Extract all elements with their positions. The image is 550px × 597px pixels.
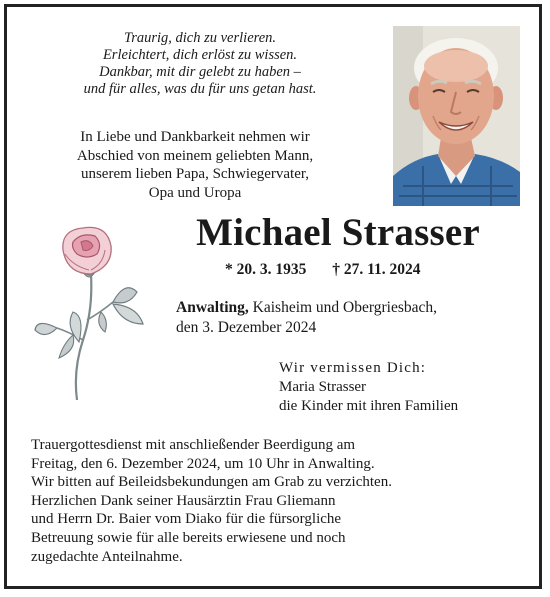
mourners-heading: Wir vermissen Dich: (279, 360, 427, 376)
poem-line: Dankbar, mit dir gelebt zu haben – (99, 64, 301, 80)
farewell-intro (30, 128, 360, 202)
portrait-photo (393, 26, 520, 206)
closing-line: Freitag, den 6. Dezember 2024, um 10 Uhr in Anwalting. (31, 455, 375, 472)
intro-line: In Liebe und Dankbarkeit nehmen wir (80, 129, 310, 145)
poem-line: Traurig, dich zu verlieren. (123, 30, 277, 46)
service-information (31, 436, 521, 566)
closing-line: zugedachte Anteilnahme. (31, 548, 183, 565)
rose-illustration (33, 220, 148, 405)
intro-line: unserem lieben Papa, Schwiegervater, (80, 166, 310, 182)
place-and-date (176, 298, 526, 338)
place-line (176, 298, 526, 318)
mourner-line: Maria Strasser (279, 379, 367, 395)
intro-line: Opa und Uropa (148, 184, 242, 201)
closing-line: und Herrn Dr. Baier vom Diako für die fürsorgliche (31, 511, 342, 528)
place-town: Anwalting, (176, 299, 249, 316)
mourner-line: die Kinder mit ihren Familien (279, 398, 459, 414)
death-date: † 27. 11. 2024 (332, 261, 421, 278)
poem (30, 30, 370, 98)
intro-line: Abschied von meinem geliebten Mann, (76, 147, 314, 164)
closing-line: Trauergottesdienst mit anschließender Beerdigung am (31, 437, 356, 453)
notice-date: den 3. Dezember 2024 (176, 319, 317, 336)
closing-line: Betreuung sowie für alle bereits erwiesene und noch (31, 529, 346, 546)
poem-line: und für alles, was du für uns getan hast. (83, 81, 317, 97)
place-rest: Kaisheim und Obergriesbach, (248, 299, 438, 316)
deceased-name: Michael Strasser (196, 211, 480, 254)
mourners (279, 359, 529, 416)
closing-line: Wir bitten auf Beileidsbekundungen am Grab zu verzichten. (31, 474, 392, 491)
closing-line: Herzlichen Dank seiner Hausärztin Frau Gliemann (31, 492, 336, 509)
birth-date: * 20. 3. 1935 (225, 261, 307, 278)
life-dates (225, 260, 465, 280)
poem-line: Erleichtert, dich erlöst zu wissen. (102, 47, 298, 63)
